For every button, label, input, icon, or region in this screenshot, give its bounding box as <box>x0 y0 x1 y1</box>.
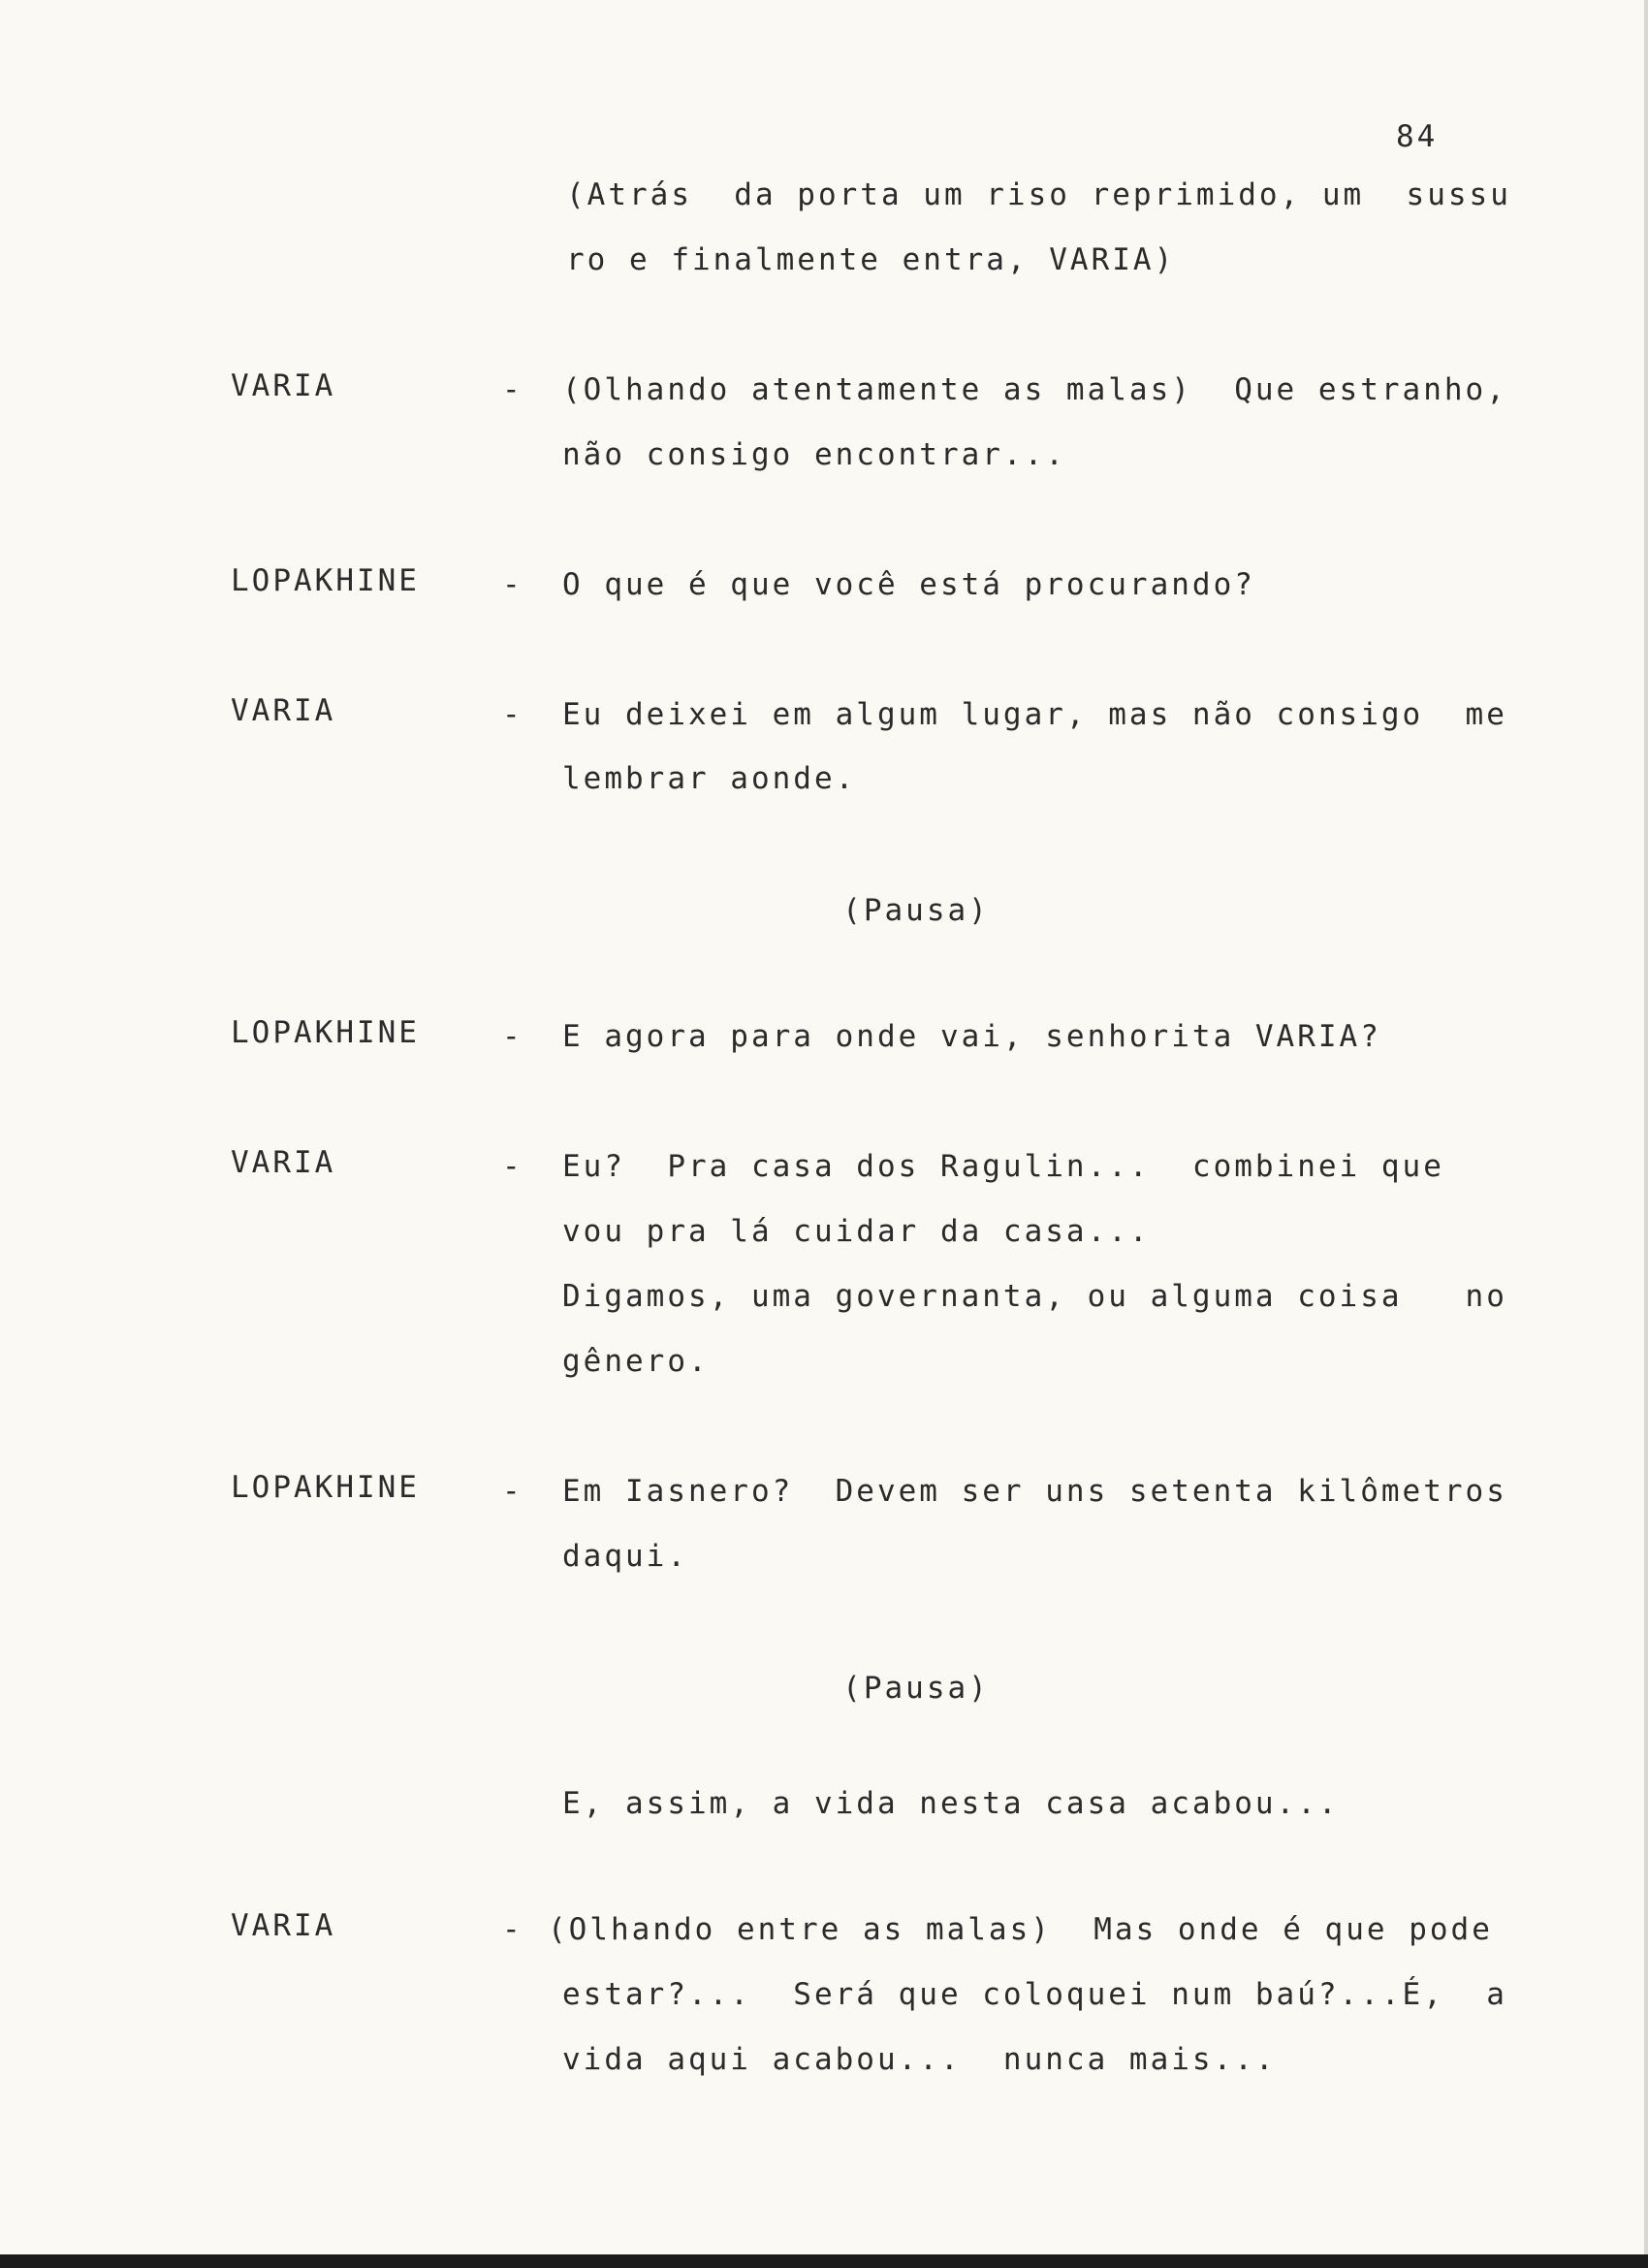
speaker-name: VARIA <box>231 1908 336 1943</box>
dialogue-dash: - <box>502 372 523 407</box>
dialogue-line: estar?... Será que coloquei num baú?...É, a <box>562 1977 1507 2012</box>
dialogue-dash: - <box>502 1912 523 1947</box>
dialogue-line: não consigo encontrar... <box>562 437 1066 472</box>
pause-direction: (Pausa) <box>842 893 990 928</box>
pause-direction: (Pausa) <box>842 1671 990 1706</box>
speaker-name: VARIA <box>231 368 336 403</box>
speaker-name: VARIA <box>231 693 336 728</box>
speaker-name: LOPAKHINE <box>231 1015 420 1050</box>
dialogue-line: (Olhando atentamente as malas) Que estranho, <box>562 372 1507 407</box>
page-number: 84 <box>1396 119 1439 154</box>
dialogue-dash: - <box>502 1019 523 1054</box>
dialogue-line: vida aqui acabou... nunca mais... <box>562 2042 1277 2077</box>
speaker-name: VARIA <box>231 1145 336 1180</box>
dialogue-line: (Olhando entre as malas) Mas onde é que pode <box>548 1912 1493 1947</box>
dialogue-dash: - <box>502 697 523 732</box>
dialogue-line: Eu? Pra casa dos Ragulin... combinei que <box>562 1149 1444 1184</box>
stage-direction-line: ro e finalmente entra, VARIA) <box>566 242 1176 277</box>
dialogue-line: Em Iasnero? Devem ser uns setenta kilômetros <box>562 1474 1507 1509</box>
page-edge-shadow <box>1644 0 1648 2268</box>
dialogue-line: E agora para onde vai, senhorita VARIA? <box>562 1019 1381 1054</box>
dialogue-line: daqui. <box>562 1539 688 1574</box>
scan-bottom-border <box>0 2254 1648 2268</box>
speaker-name: LOPAKHINE <box>231 1470 420 1505</box>
dialogue-line: lembrar aonde. <box>562 761 857 796</box>
dialogue-line: vou pra lá cuidar da casa... <box>562 1214 1151 1249</box>
dialogue-line: Eu deixei em algum lugar, mas não consigo me <box>562 697 1507 732</box>
dialogue-dash: - <box>502 567 523 602</box>
dialogue-line: gênero. <box>562 1344 710 1379</box>
dialogue-dash: - <box>502 1474 523 1509</box>
dialogue-line: O que é que você está procurando? <box>562 567 1255 602</box>
dialogue-dash: - <box>502 1149 523 1184</box>
dialogue-continuation: E, assim, a vida nesta casa acabou... <box>562 1786 1340 1821</box>
stage-direction-line: (Atrás da porta um riso reprimido, um sussu <box>566 177 1511 212</box>
dialogue-line: Digamos, uma governanta, ou alguma coisa no <box>562 1279 1507 1314</box>
speaker-name: LOPAKHINE <box>231 563 420 598</box>
